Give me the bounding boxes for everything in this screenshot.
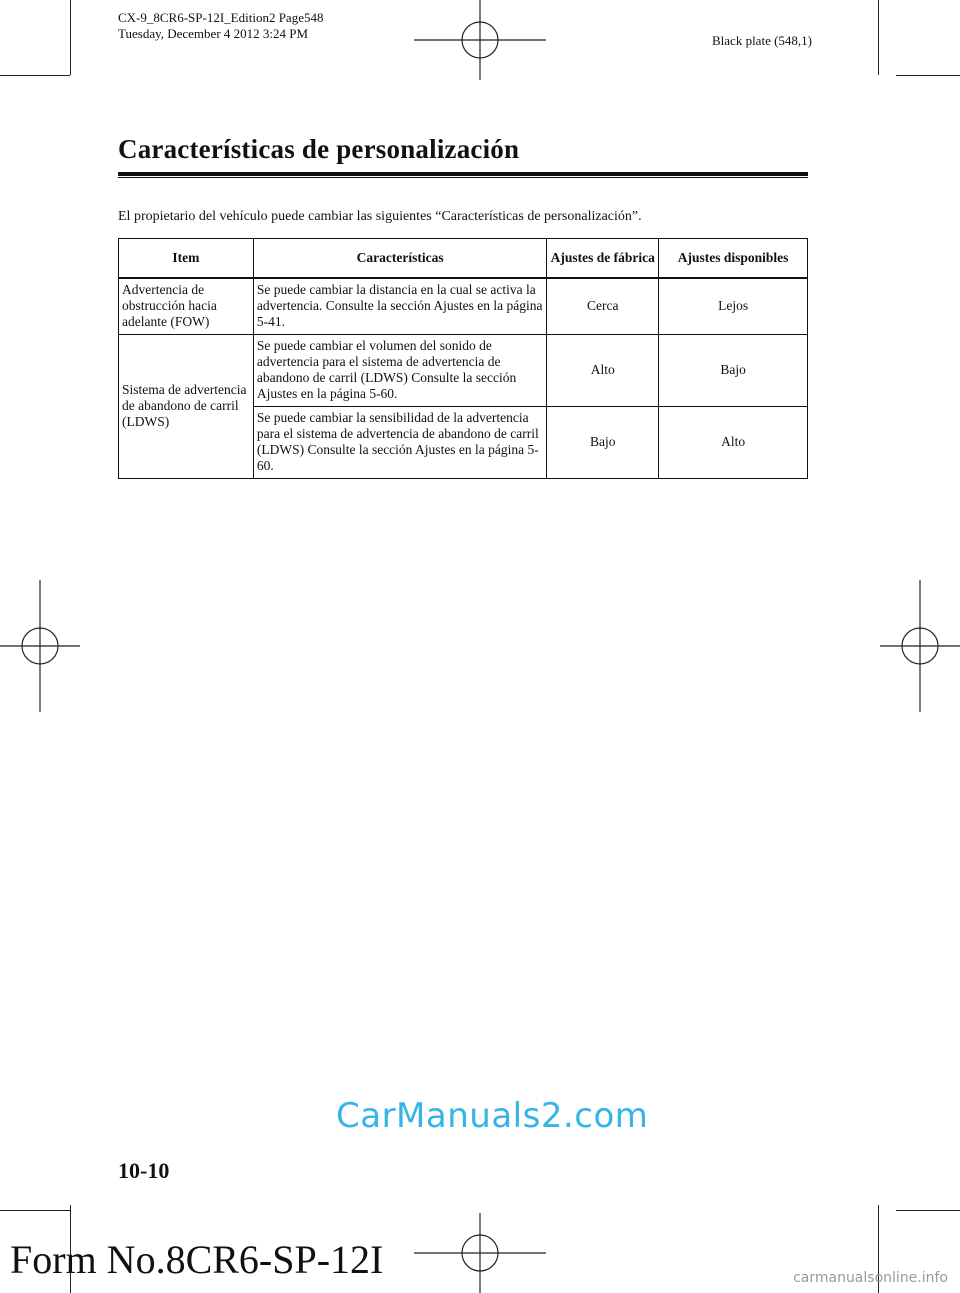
print-info (118, 10, 323, 42)
feature-cell: Se puede cambiar la sensibilidad de la advertencia para el sistema de advertencia de abandono de carril (LDWS) Consulte la sección Ajustes en la página 5-60. (253, 406, 547, 478)
column-header-features: Características (253, 239, 547, 279)
registration-mark-bottom (414, 1213, 546, 1293)
title-rule (118, 172, 808, 176)
customization-table (118, 238, 808, 479)
registration-mark-top (414, 0, 546, 80)
factory-setting-cell: Bajo (547, 406, 659, 478)
available-setting-cell: Alto (659, 406, 808, 478)
form-number: Form No.8CR6-SP-12I (10, 1237, 384, 1282)
crop-mark (896, 75, 960, 76)
crop-mark (896, 1210, 960, 1211)
section-title: Características de personalización (118, 134, 520, 164)
table-row (119, 278, 808, 334)
table-header-row (119, 239, 808, 279)
item-cell: Sistema de advertencia de abandono de carril (LDWS) (119, 334, 254, 478)
site-url: carmanualsonline.info (793, 1270, 948, 1286)
title-rule-thin (118, 177, 808, 178)
factory-setting-cell: Cerca (547, 278, 659, 334)
crop-mark (0, 1210, 70, 1211)
feature-cell: Se puede cambiar el volumen del sonido de advertencia para el sistema de advertencia de abandono de carril (LDWS) Consulte la sección Ajustes en la página 5-60. (253, 334, 547, 406)
registration-mark-right (880, 580, 960, 712)
crop-mark (878, 0, 879, 75)
page-number: 10-10 (118, 1158, 170, 1183)
table-row (119, 334, 808, 406)
available-setting-cell: Bajo (659, 334, 808, 406)
item-cell: Advertencia de obstrucción hacia adelante (FOW) (119, 278, 254, 334)
factory-setting-cell: Alto (547, 334, 659, 406)
column-header-available-settings: Ajustes disponibles (659, 239, 808, 279)
plate-label: Black plate (548,1) (712, 33, 812, 48)
crop-mark (70, 0, 71, 75)
print-info-file: CX-9_8CR6-SP-12I_Edition2 Page548 (118, 10, 324, 25)
registration-mark-left (0, 580, 80, 712)
crop-mark (0, 75, 70, 76)
intro-paragraph: El propietario del vehículo puede cambiar las siguientes “Características de personalización”. (118, 209, 642, 224)
print-info-date: Tuesday, December 4 2012 3:24 PM (118, 26, 309, 41)
column-header-item: Item (119, 239, 254, 279)
available-setting-cell: Lejos (659, 278, 808, 334)
watermark-logo: CarManuals2.com (336, 1096, 649, 1136)
column-header-factory-setting: Ajustes de fábrica (547, 239, 659, 279)
feature-cell: Se puede cambiar la distancia en la cual se activa la advertencia. Consulte la sección Ajustes en la página 5-41. (253, 278, 547, 334)
